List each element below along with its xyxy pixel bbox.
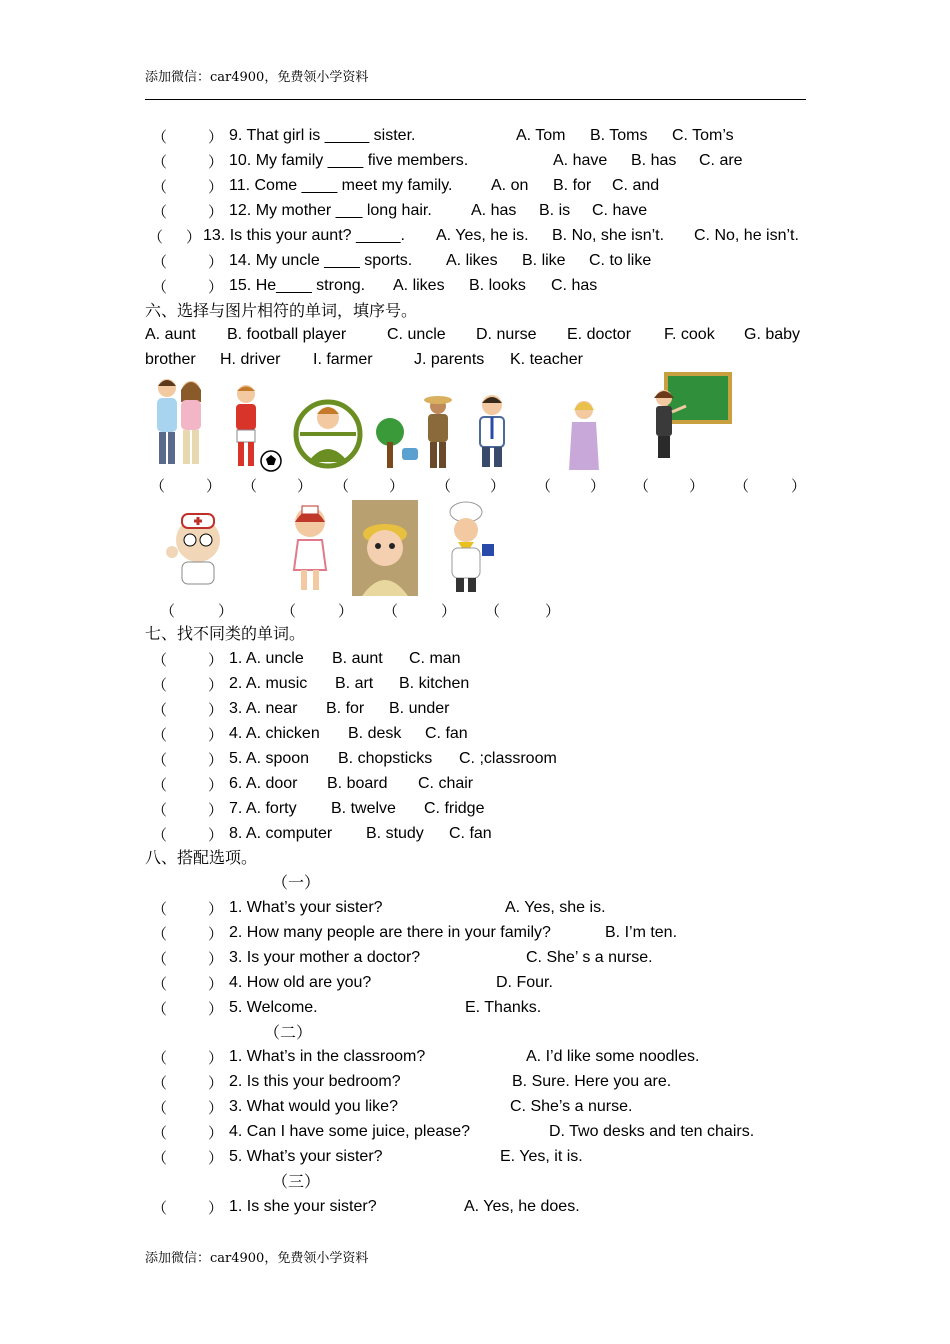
answer-paren-close: ） [590,477,606,495]
answer-paren-open: （ [152,1124,168,1142]
answer-paren-close: ） [490,477,506,495]
answer-paren-close: ） [791,477,807,495]
answer-paren-open: （ [152,153,168,171]
answer-paren-close: ） [208,776,224,794]
answer-paren-close: ） [208,900,224,918]
option: C. are [699,152,743,169]
word-option: H. driver [220,351,281,368]
item-text: B. for [326,700,365,717]
nurse-picture [288,500,332,594]
item-text: C. fan [449,825,492,842]
match-answer: D. Two desks and ten chairs. [549,1123,755,1140]
group-heading: （一） [272,873,321,892]
item-text: B. board [327,775,388,792]
answer-paren-close: ） [208,726,224,744]
item-text: 6. A. door [229,775,298,792]
answer-paren-open: （ [152,178,168,196]
word-option: F. cook [664,326,715,343]
football-player-picture [224,381,284,473]
answer-paren-close: ） [208,801,224,819]
answer-paren-close: ） [208,925,224,943]
answer-paren-close: ） [208,1000,224,1018]
item-text: 8. A. computer [229,825,333,842]
option: B. Toms [590,127,648,144]
driver-picture [292,396,364,470]
option: C. Tom’s [672,127,734,144]
answer-paren-close: ） [208,950,224,968]
option: A. have [553,152,608,169]
answer-paren-open: （ [152,801,168,819]
answer-paren-open: （ [152,751,168,769]
answer-paren-close: ） [208,826,224,844]
word-option: E. doctor [567,326,632,343]
answer-paren-open: （ [485,602,501,620]
item-text: C. fan [425,725,468,742]
word-option: B. football player [227,326,347,343]
word-option: I. farmer [313,351,373,368]
question-text: 11. Come ____ meet my family. [229,177,453,194]
answer-paren-close: ） [208,153,224,171]
question-text: 15. He____ strong. [229,277,366,294]
match-question: 1. What’s in the classroom? [229,1048,426,1065]
match-answer: A. Yes, he does. [464,1198,580,1215]
answer-paren-open: （ [334,477,350,495]
match-question: 2. How many people are there in your family? [229,924,551,941]
section-heading: 七、找不同类的单词。 [145,624,306,643]
option: C. and [612,177,660,194]
match-question: 5. Welcome. [229,999,318,1016]
answer-paren-open: （ [536,477,552,495]
option: B. like [522,252,566,269]
option: B. No, she isn’t. [552,227,665,244]
item-text: 7. A. forty [229,800,297,817]
option: A. has [471,202,517,219]
item-text: B. kitchen [399,675,470,692]
item-text: 3. A. near [229,700,298,717]
answer-paren-open: （ [634,477,650,495]
answer-paren-close: ） [208,1049,224,1067]
item-text: B. aunt [332,650,383,667]
answer-paren-close: ） [208,975,224,993]
item-text: B. art [335,675,374,692]
match-answer: C. She’ s a nurse. [526,949,653,966]
match-question: 5. What’s your sister? [229,1148,383,1165]
doctor-picture [160,508,232,588]
answer-paren-close: ） [208,1149,224,1167]
answer-paren-close: ） [186,228,202,246]
answer-paren-close: ） [208,1199,224,1217]
question-text: 12. My mother ___ long hair. [229,202,432,219]
question-text: 9. That girl is _____ sister. [229,127,416,144]
answer-paren-open: （ [152,1049,168,1067]
section-heading: 六、选择与图片相符的单词，填序号。 [145,301,418,320]
word-option: brother [145,351,196,368]
match-question: 2. Is this your bedroom? [229,1073,401,1090]
match-answer: E. Yes, it is. [500,1148,583,1165]
answer-paren-open: （ [152,1099,168,1117]
answer-paren-open: （ [152,776,168,794]
section-heading: 八、搭配选项。 [145,848,258,867]
group-heading: （二） [264,1023,313,1042]
teacher-picture [646,372,734,472]
answer-paren-open: （ [152,1000,168,1018]
answer-paren-close: ） [218,602,234,620]
answer-paren-close: ） [208,751,224,769]
answer-paren-close: ） [208,1124,224,1142]
answer-paren-open: （ [734,477,750,495]
answer-paren-close: ） [208,676,224,694]
answer-paren-close: ） [208,203,224,221]
item-text: C. chair [418,775,474,792]
answer-paren-open: （ [281,602,297,620]
option: B. has [631,152,677,169]
item-text: B. under [389,700,450,717]
answer-paren-close: ） [208,1099,224,1117]
match-answer: A. Yes, she is. [505,899,606,916]
word-option: A. aunt [145,326,196,343]
answer-paren-close: ） [208,651,224,669]
answer-paren-close: ） [208,1074,224,1092]
answer-paren-open: （ [152,203,168,221]
answer-paren-close: ） [206,477,222,495]
item-text: 1. A. uncle [229,650,304,667]
match-question: 1. Is she your sister? [229,1198,377,1215]
answer-paren-open: （ [152,128,168,146]
option: B. is [539,202,571,219]
answer-paren-open: （ [152,278,168,296]
word-option: D. nurse [476,326,537,343]
match-answer: D. Four. [496,974,553,991]
match-question: 4. How old are you? [229,974,372,991]
option: A. likes [446,252,498,269]
answer-paren-close: ） [208,253,224,271]
word-option: G. baby [744,326,801,343]
answer-paren-open: （ [152,826,168,844]
answer-paren-open: （ [152,950,168,968]
item-text: C. fridge [424,800,485,817]
header-divider [145,99,806,100]
group-heading: （三） [272,1172,321,1191]
item-text: C. ;classroom [459,750,557,767]
question-text: 14. My uncle ____ sports. [229,252,413,269]
answer-paren-close: ） [689,477,705,495]
answer-paren-close: ） [545,602,561,620]
answer-paren-open: （ [152,701,168,719]
answer-paren-open: （ [152,1199,168,1217]
word-option: J. parents [414,351,485,368]
option: C. No, he isn’t. [694,227,799,244]
match-answer: C. She’s a nurse. [510,1098,633,1115]
answer-paren-open: （ [436,477,452,495]
answer-paren-open: （ [152,975,168,993]
match-question: 3. What would you like? [229,1098,398,1115]
answer-paren-close: ） [338,602,354,620]
answer-paren-open: （ [160,602,176,620]
page-footer: 添加微信：car4900，免费领小学资料 [145,1251,369,1266]
match-answer: B. Sure. Here you are. [512,1073,672,1090]
option: B. for [553,177,592,194]
answer-paren-open: （ [148,228,164,246]
option: A. likes [393,277,445,294]
answer-paren-close: ） [208,128,224,146]
item-text: 5. A. spoon [229,750,310,767]
item-text: B. study [366,825,424,842]
item-text: B. desk [348,725,402,742]
answer-paren-close: ） [441,602,457,620]
farmer-picture [372,392,462,472]
answer-paren-close: ） [208,178,224,196]
item-text: 2. A. music [229,675,308,692]
match-answer: E. Thanks. [465,999,542,1016]
word-option: C. uncle [387,326,446,343]
option: A. Yes, he is. [436,227,529,244]
match-question: 3. Is your mother a doctor? [229,949,421,966]
question-text: 13. Is this your aunt? _____. [203,227,405,244]
match-question: 1. What’s your sister? [229,899,383,916]
option: A. Tom [516,127,566,144]
match-answer: A. I’d like some noodles. [526,1048,700,1065]
answer-paren-open: （ [152,676,168,694]
answer-paren-open: （ [152,651,168,669]
parents-picture [143,374,215,470]
answer-paren-open: （ [152,726,168,744]
uncle-picture [470,391,516,469]
option: A. on [491,177,529,194]
answer-paren-open: （ [150,477,166,495]
match-question: 4. Can I have some juice, please? [229,1123,471,1140]
option: C. have [592,202,648,219]
answer-paren-close: ） [208,701,224,719]
word-option: K. teacher [510,351,583,368]
option: C. to like [589,252,652,269]
option: B. looks [469,277,526,294]
answer-paren-close: ） [389,477,405,495]
answer-paren-open: （ [152,925,168,943]
answer-paren-open: （ [152,253,168,271]
answer-paren-open: （ [152,900,168,918]
option: C. has [551,277,598,294]
match-answer: B. I’m ten. [605,924,678,941]
baby-brother-picture [352,500,418,596]
page-header: 添加微信：car4900，免费领小学资料 [145,70,369,85]
cook-picture [430,500,502,594]
aunt-picture [563,396,605,472]
item-text: C. man [409,650,461,667]
item-text: B. twelve [331,800,396,817]
item-text: B. chopsticks [338,750,433,767]
question-text: 10. My family ____ five members. [229,152,469,169]
answer-paren-open: （ [152,1149,168,1167]
answer-paren-open: （ [152,1074,168,1092]
answer-paren-close: ） [297,477,313,495]
item-text: 4. A. chicken [229,725,320,742]
answer-paren-open: （ [242,477,258,495]
answer-paren-open: （ [383,602,399,620]
answer-paren-close: ） [208,278,224,296]
